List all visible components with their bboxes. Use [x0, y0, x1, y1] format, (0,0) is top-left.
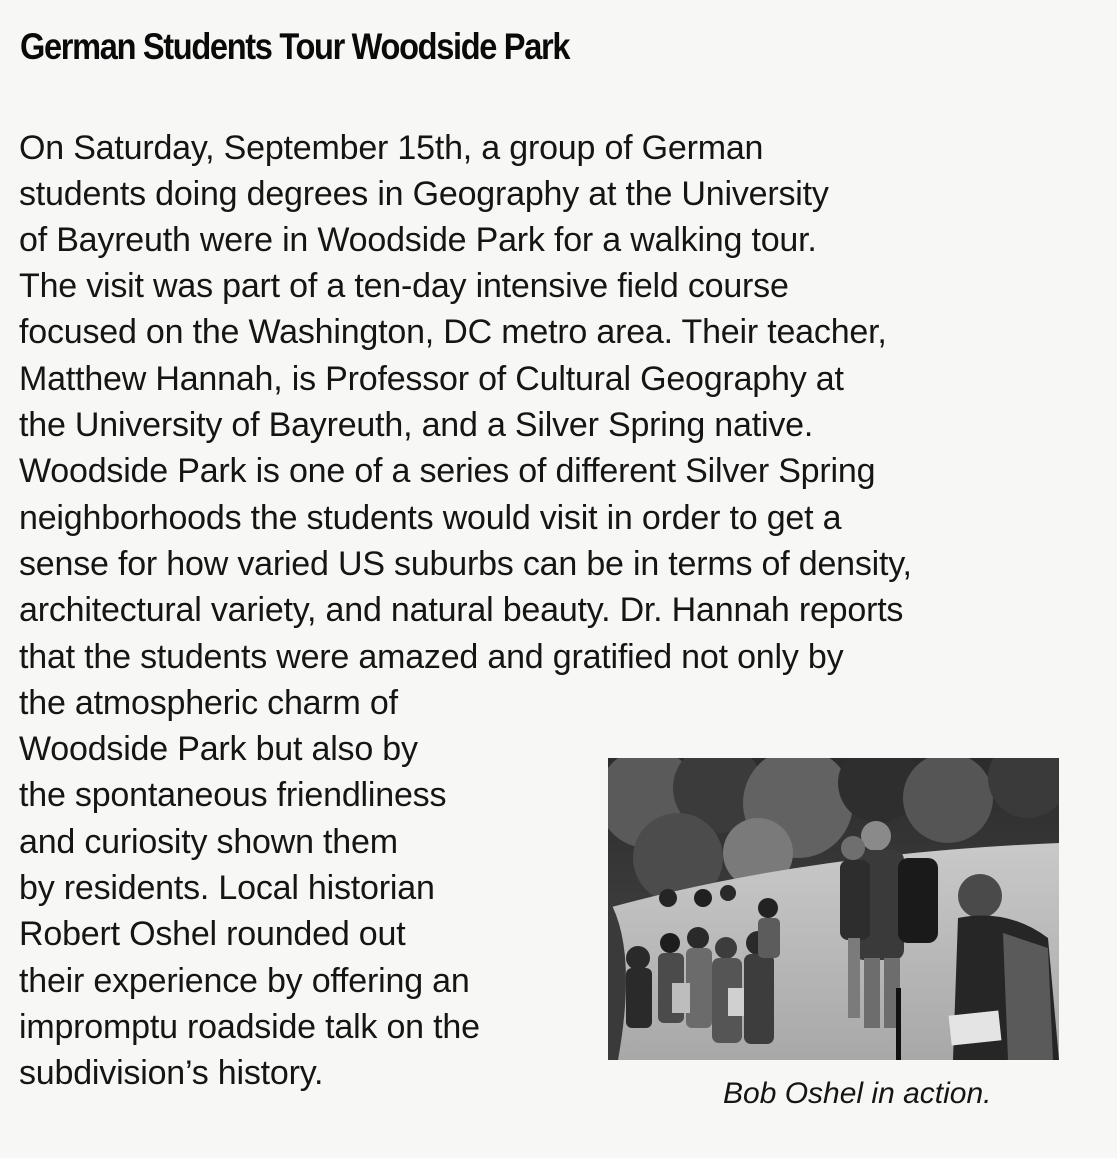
photo-caption: Bob Oshel in action. [723, 1077, 992, 1110]
group-photo-image [608, 758, 1059, 1060]
body-line-8: Woodside Park is one of a series of different Silver Spring [19, 452, 876, 490]
body-line-18: Robert Oshel rounded out [19, 915, 406, 953]
body-line-1: On Saturday, September 15th, a group of German [19, 129, 764, 167]
body-line-20: impromptu roadside talk on the [19, 1008, 480, 1046]
body-line-3: of Bayreuth were in Woodside Park for a walking tour. [19, 221, 817, 259]
body-line-6: Matthew Hannah, is Professor of Cultural Geography at [19, 360, 844, 398]
body-line-10: sense for how varied US suburbs can be in terms of density, [19, 545, 912, 583]
body-line-15: the spontaneous friendliness [19, 776, 447, 814]
body-line-13: the atmospheric charm of [19, 684, 398, 722]
body-line-5: focused on the Washington, DC metro area. Their teacher, [19, 313, 887, 351]
body-line-4: The visit was part of a ten-day intensive field course [19, 267, 789, 305]
body-line-14: Woodside Park but also by [19, 730, 418, 768]
body-line-12: that the students were amazed and gratified not only by [19, 638, 844, 676]
body-line-16: and curiosity shown them [19, 823, 398, 861]
body-line-2: students doing degrees in Geography at the University [19, 175, 829, 213]
body-line-19: their experience by offering an [19, 962, 470, 1000]
group-photo [608, 758, 1059, 1060]
body-line-11: architectural variety, and natural beauty. Dr. Hannah reports [19, 591, 904, 629]
article-headline: German Students Tour Woodside Park [20, 26, 570, 67]
body-line-9: neighborhoods the students would visit in order to get a [19, 499, 842, 537]
body-line-17: by residents. Local historian [19, 869, 435, 907]
body-line-21: subdivision’s history. [19, 1054, 324, 1092]
body-line-7: the University of Bayreuth, and a Silver Spring native. [19, 406, 814, 444]
